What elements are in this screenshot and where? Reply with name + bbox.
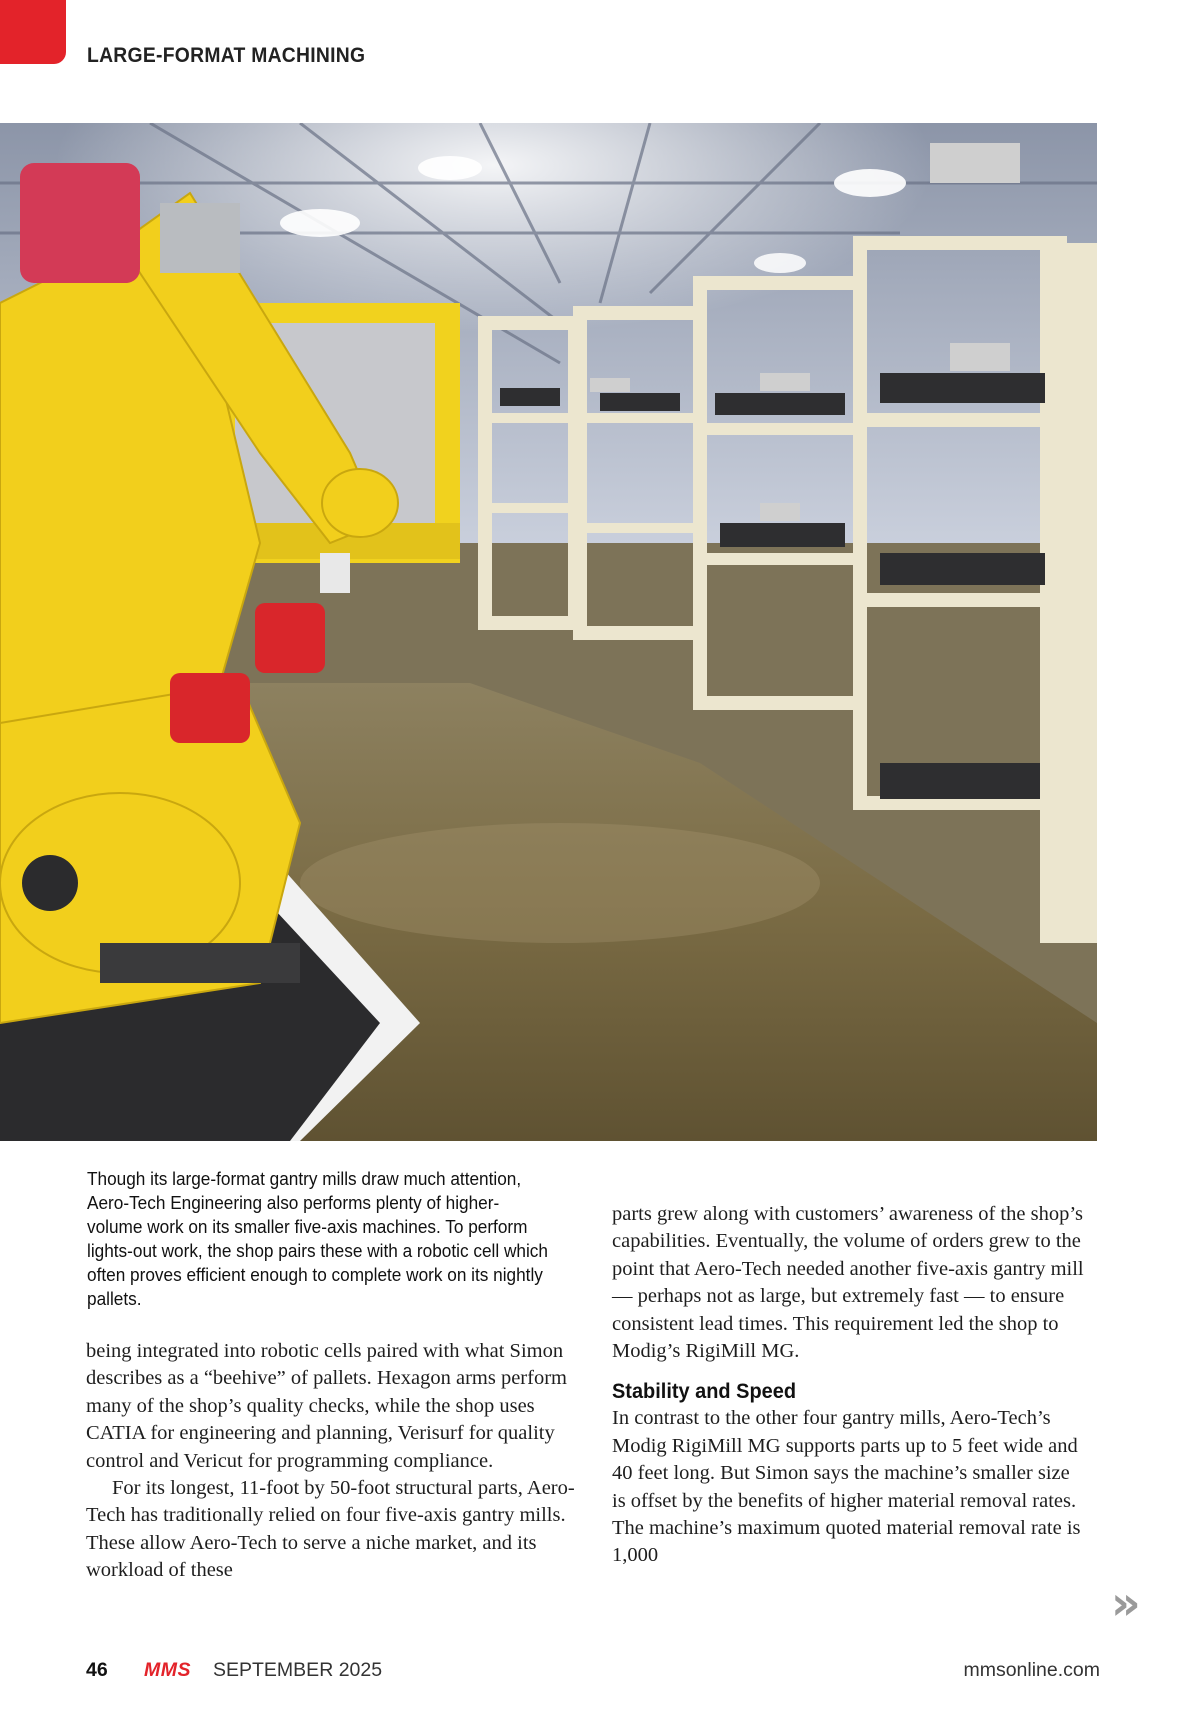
right-paragraph-2: In contrast to the other four gantry mills, Aero-Tech’s Modig RigiMill MG supports parts up to 5 feet wide and 40 feet long. But Simon says the machine’s smaller size is offset by the benefits of higher material removal rates. The machine’s maximum quoted material removal rate is 1,000 xyxy=(612,1407,1081,1567)
issue-date: SEPTEMBER 2025 xyxy=(213,1659,383,1681)
photo-caption: Though its large-format gantry mills draw much attention, Aero-Tech Engineering also performs plenty of higher-volume work on its smaller five-axis machines. To perform lights-out work, the shop pairs these with a robotic cell which often proves efficient enough to complete work on its nightly pallets. xyxy=(87,1168,548,1309)
robot-cell-photo xyxy=(0,123,1097,1141)
subheading: Stability and Speed xyxy=(612,1380,797,1404)
left-paragraph-2: For its longest, 11-foot by 50-foot structural parts, Aero-Tech has traditionally relied on four five-axis gantry mills. These allow Aero-Tech to serve a niche market, and its workload of these xyxy=(86,1477,575,1582)
brand-logo: MMS xyxy=(144,1659,191,1681)
page-number: 46 xyxy=(86,1659,108,1681)
page-footer xyxy=(86,1659,1100,1689)
left-column xyxy=(86,1338,596,1585)
section-label: LARGE-FORMAT MACHINING xyxy=(87,44,366,67)
continue-arrow-icon: » xyxy=(1111,1576,1141,1630)
right-paragraph-1: parts grew along with customers’ awareness of the shop’s capabilities. Eventually, the volume of orders grew to the point that Aero-Tech needed another five-axis gantry mill — perhaps not as large, but extremely fast — to ensure consistent lead times. This requirement led the shop to Modig’s RigiMill MG. xyxy=(612,1203,1084,1363)
section-color-tab xyxy=(0,0,66,64)
right-column xyxy=(612,1201,1087,1570)
left-paragraph-1: being integrated into robotic cells paired with what Simon describes as a “beehive” of pallets. Hexagon arms perform many of the shop’s quality checks, while the shop uses CATIA for engineering and planning, Verisurf for quality control and Vericut for programming compliance. xyxy=(86,1340,567,1472)
website-link[interactable]: mmsonline.com xyxy=(963,1659,1100,1681)
